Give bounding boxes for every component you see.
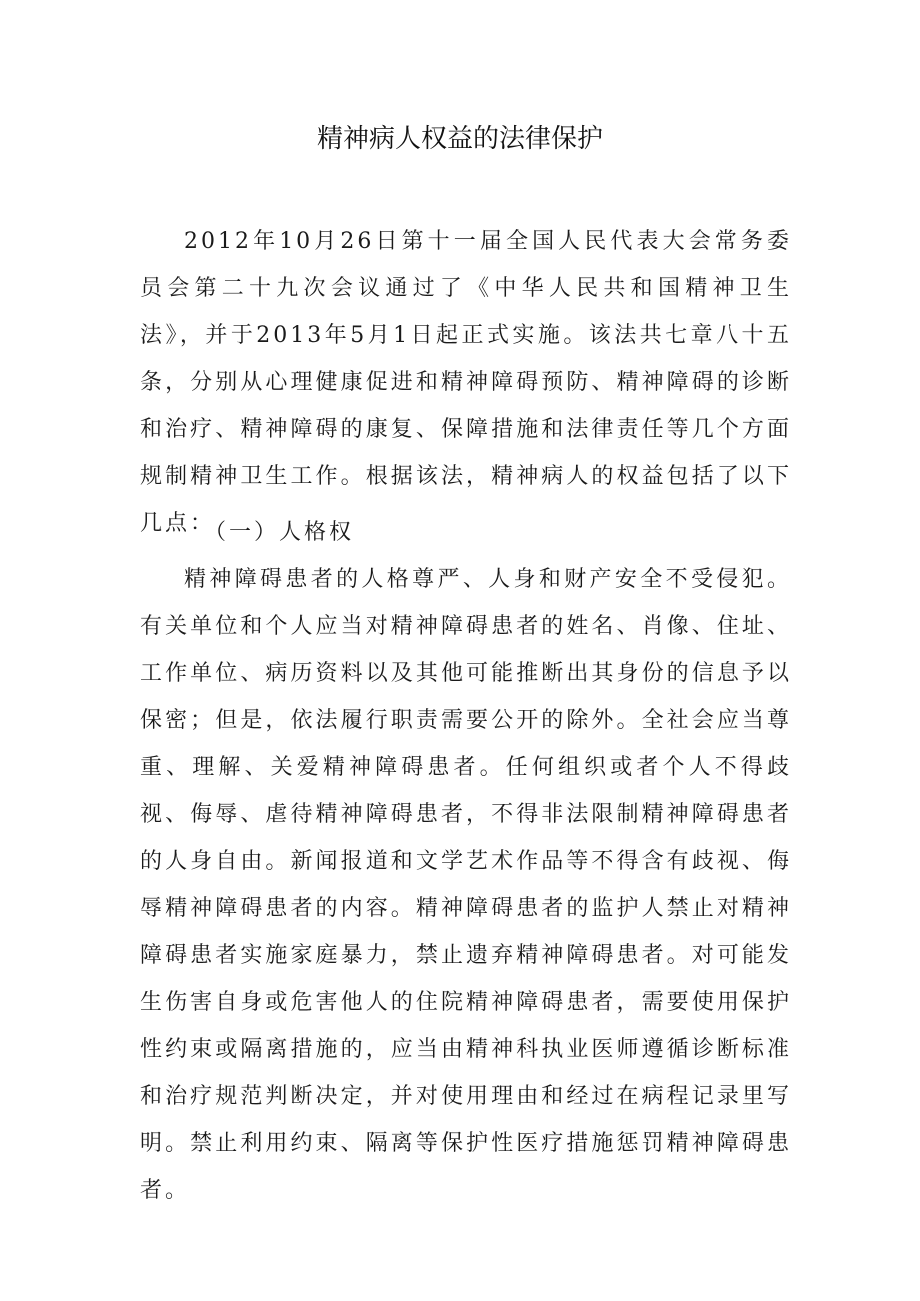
- personality-rights-paragraph: 精神障碍患者的人格尊严、人身和财产安全不受侵犯。有关单位和个人应当对精神障碍患者的姓名、肖像、住址、工作单位、病历资料以及其他可能推断出其身份的信息予以保密；但是，依法履行职责需要公开的除外。全社会应当尊重、理解、关爱精神障碍患者。任何组织或者个人不得歧视、侮辱、虐待精神障碍患者，不得非法限制精神障碍患者的人身自由。新闻报道和文学艺术作品等不得含有歧视、侮辱精神障碍患者的内容。精神障碍患者的监护人禁止对精神障碍患者实施家庭暴力，禁止遗弃精神障碍患者。对可能发生伤害自身或危害他人的住院精神障碍患者，需要使用保护性约束或隔离措施的，应当由精神科执业医师遵循诊断标准和治疗规范判断决定，并对使用理由和经过在病程记录里写明。禁止利用约束、隔离等保护性医疗措施惩罚精神障碍患者。: [140, 567, 792, 1203]
- intro-paragraph: 2012年10月26日第十一届全国人民代表大会常务委员会第二十九次会议通过了《中华人民共和国精神卫生法》，并于2013年5月1日起正式实施。该法共七章八十五条，分别从心理健康促进和精神障碍预防、精神障碍的诊断和治疗、精神障碍的康复、保障措施和法律责任等几个方面规制精神卫生工作。根据该法，精神病人的权益包括了以下几点：: [140, 229, 792, 536]
- document-title: 精神病人权益的法律保护: [316, 124, 603, 154]
- section-heading: （一）人格权: [204, 520, 355, 545]
